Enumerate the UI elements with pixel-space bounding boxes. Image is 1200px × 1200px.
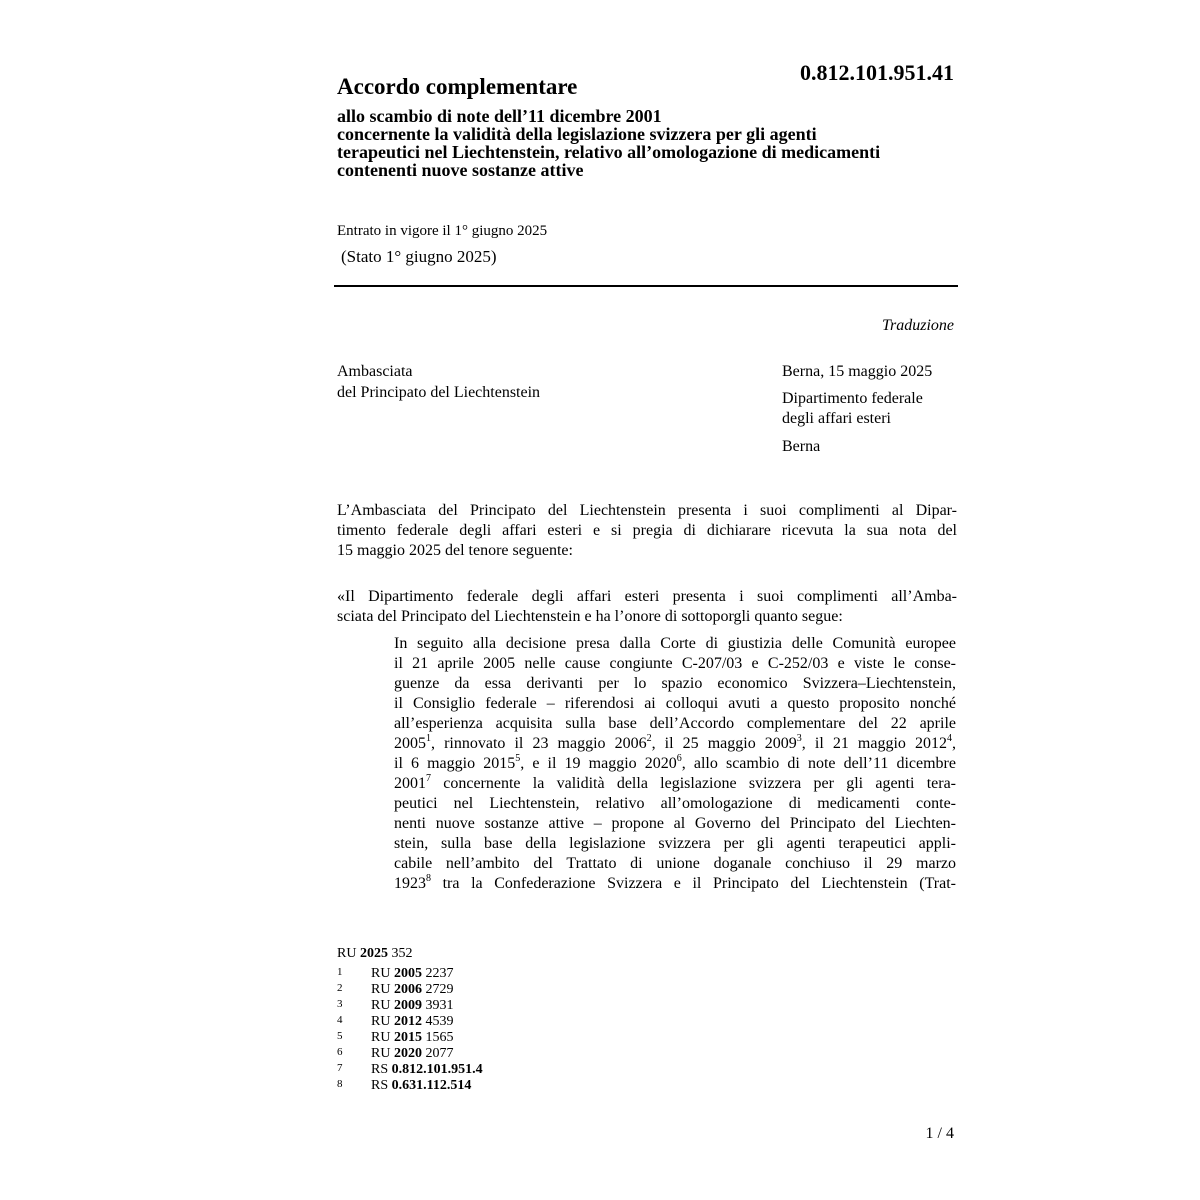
ru-page: 352 [391,946,413,961]
recipient-line: Dipartimento federale [782,390,923,407]
footnote-item [337,1030,483,1046]
footnote-text [371,1014,453,1030]
footnote-prefix: RS [371,1078,389,1093]
text-run: , [952,735,956,752]
footnote-ref-1[interactable]: 1 [426,732,431,744]
text-run: , e il 19 maggio 2020 [520,755,677,772]
text-run: concernente la validità della legislazione svizzera per gli agenti tera- [431,775,956,792]
sender-line: Ambasciata [337,363,413,380]
paragraph-note-quote [337,587,957,627]
paragraph-line: timento federale degli affari esteri e si pregia di dichiarare ricevuta la sua nota del [337,522,957,539]
paragraph-line: sciata del Principato del Liechtenstein e ha l’onore di sottoporgli quanto segue: [337,608,843,625]
footnote-item [337,982,483,998]
footnote-text [371,1062,483,1078]
text-run: , allo scambio di note dell’11 dicembre [681,755,956,772]
paragraph-line: il Consiglio federale – riferendosi ai colloqui avuti a questo proposito nonché [394,695,956,712]
footnote-item [337,1062,483,1078]
subtitle-line: concernente la validità della legislazione svizzera per gli agenti [337,124,817,144]
paragraph-line: stein, sulla base della legislazione svizzera per gli agenti terapeutici appli- [394,835,956,852]
footnote-number: 3 [337,998,343,1010]
recipient-city: Berna [782,438,821,455]
status-date: (Stato 1° giugno 2025) [341,247,497,266]
footnote-bold: 0.631.112.514 [391,1078,472,1093]
text-run: il 6 maggio 2015 [394,755,516,772]
footnote-number: 2 [337,982,343,994]
header-divider [334,285,958,287]
ru-year: 2025 [359,946,388,961]
document-title: Accordo complementare [337,74,578,99]
footnote-rest: 3931 [425,998,454,1013]
footnote-text [371,1046,453,1062]
footnote-prefix: RU [371,1014,391,1029]
sr-number: 0.812.101.951.41 [800,60,954,85]
footnote-prefix: RU [371,998,391,1013]
paragraph-line: «Il Dipartimento federale degli affari esteri presenta i suoi complimenti all’Amba- [337,588,957,605]
paragraph-line [394,774,956,794]
paragraph-intro [337,501,957,561]
sender-line: del Principato del Liechtenstein [337,384,541,401]
text-run: , rinnovato il 23 maggio 2006 [431,735,647,752]
paragraph-line: cabile nell’ambito del Trattato di unione doganale conchiuso il 29 marzo [394,855,956,872]
footnotes [337,966,483,1094]
footnote-number: 8 [337,1078,343,1090]
footnote-ref-6[interactable]: 6 [676,752,682,764]
paragraph-line [394,874,956,894]
page-number: 1 / 4 [925,1125,954,1142]
paragraph-line: all’esperienza acquisita sulla base dell’Accordo complementare del 22 aprile [394,715,956,732]
paragraph-line [394,754,956,774]
text-run: , il 25 maggio 2009 [651,735,797,752]
paragraph-line: guenze da essa derivanti per lo spazio economico Svizzera–Liechtenstein, [394,675,956,692]
footnote-prefix: RU [371,1046,391,1061]
document-subtitle [337,107,967,179]
official-compilation-ref [337,945,412,963]
footnote-item [337,966,483,982]
footnote-text [371,998,453,1014]
footnote-bold: 2015 [393,1030,422,1045]
footnote-text [371,982,453,998]
paragraph-indented [394,634,956,894]
ru-prefix: RU [337,946,357,961]
paragraph-line [394,734,956,754]
paragraph-line: nenti nuove sostanze attive – propone al Governo del Principato del Liechten- [394,815,956,832]
text-run: 2001 [394,775,426,792]
footnote-bold: 2020 [393,1046,422,1061]
footnote-rest: 2077 [425,1046,454,1061]
footnote-ref-3[interactable]: 3 [796,732,802,744]
footnote-number: 1 [337,966,343,978]
footnote-ref-2[interactable]: 2 [646,732,652,744]
paragraph-line: il 21 aprile 2005 nelle cause congiunte C-207/03 e C-252/03 e viste le conse- [394,655,956,672]
footnote-text [371,1078,471,1094]
footnote-prefix: RU [371,966,391,981]
footnote-rest: 1565 [425,1030,454,1045]
subtitle-line: contenenti nuove sostanze attive [337,160,584,180]
footnote-number: 5 [337,1030,343,1042]
entry-into-force: Entrato in vigore il 1° giugno 2025 [337,223,548,239]
footnote-bold: 2005 [393,966,422,981]
text-run: , il 21 maggio 2012 [801,735,947,752]
footnote-bold: 2006 [393,982,422,997]
footnote-item [337,1014,483,1030]
paragraph-line: L’Ambasciata del Principato del Liechtenstein presenta i suoi complimenti al Dipar- [337,502,957,519]
recipient-line: degli affari esteri [782,410,891,427]
letter-place-date: Berna, 15 maggio 2025 [782,363,933,380]
footnote-number: 7 [337,1062,343,1074]
footnote-bold: 2009 [393,998,422,1013]
footnote-item [337,998,483,1014]
subtitle-line: terapeutici nel Liechtenstein, relativo all’omologazione di medicamenti [337,142,881,162]
footnote-rest: 2729 [425,982,454,997]
paragraph-line: In seguito alla decisione presa dalla Corte di giustizia delle Comunità europee [394,635,956,652]
footnote-item [337,1078,483,1094]
footnote-number: 4 [337,1014,343,1026]
letter-sender [337,361,540,403]
paragraph-line: 15 maggio 2025 del tenore seguente: [337,542,573,559]
footnote-number: 6 [337,1046,343,1058]
text-run: 1923 [394,875,426,892]
footnote-ref-5[interactable]: 5 [515,752,521,764]
text-run: 2005 [394,735,426,752]
footnote-prefix: RU [371,1030,391,1045]
footnote-item [337,1046,483,1062]
paragraph-line: peutici nel Liechtenstein, relativo all’omologazione di medicamenti conte- [394,795,956,812]
subtitle-line: allo scambio di note dell’11 dicembre 2001 [337,106,662,126]
footnote-rest: 4539 [425,1014,454,1029]
footnote-bold: 0.812.101.951.4 [391,1062,483,1077]
footnote-text [371,966,453,982]
footnote-rest: 2237 [425,966,454,981]
footnote-ref-7[interactable]: 7 [426,772,431,784]
footnote-ref-4[interactable]: 4 [947,732,952,744]
footnote-bold: 2012 [393,1014,422,1029]
footnote-prefix: RS [371,1062,389,1077]
footnote-ref-8[interactable]: 8 [426,872,431,884]
footnote-prefix: RU [371,982,391,997]
translation-label: Traduzione [881,317,954,334]
footnote-text [371,1030,453,1046]
text-run: tra la Confederazione Svizzera e il Principato del Liechtenstein (Trat- [431,875,956,892]
letter-recipient [782,389,923,429]
